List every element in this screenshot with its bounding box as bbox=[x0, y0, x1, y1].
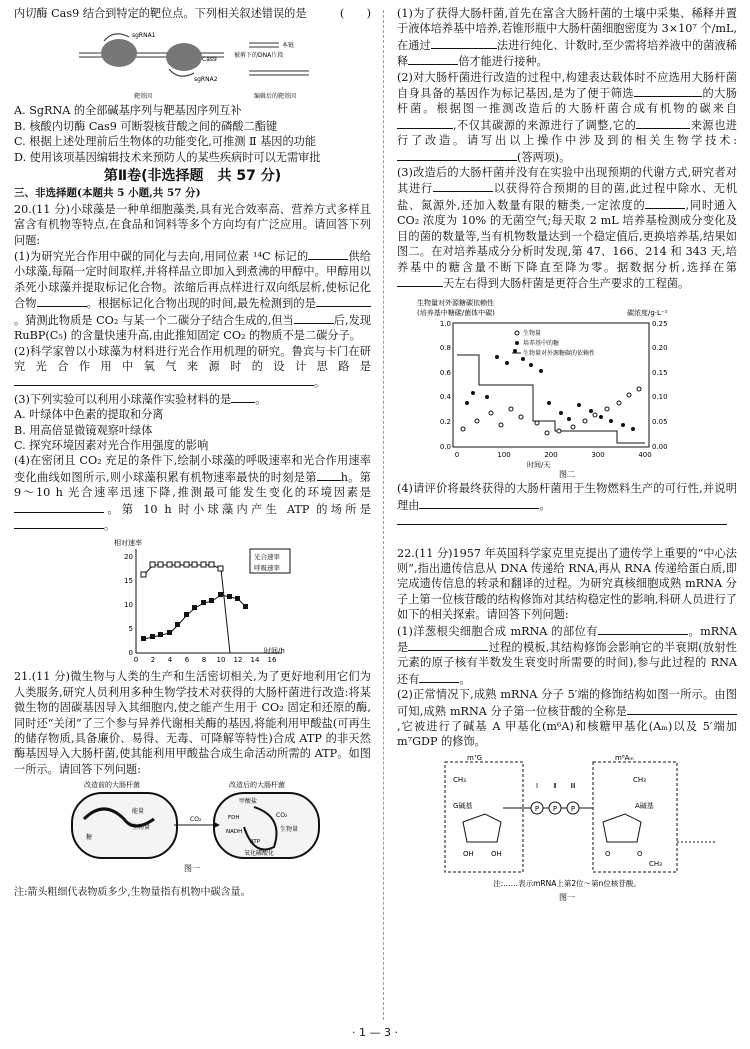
svg-text:时间/天: 时间/天 bbox=[527, 461, 551, 470]
svg-text:P: P bbox=[552, 804, 558, 813]
q21-part1: (1)为了获得大肠杆菌,首先在富含大肠杆菌的土壤中采集、稀释并置于液体培养基中培养,若锥形瓶中大肠杆菌细胞密度为 3×10⁷ 个/mL,在通过 法进行纯化、计数时,至少需将培养液中的菌液稀释 倍才能进行接种。 bbox=[397, 7, 737, 69]
svg-text:A碱基: A碱基 bbox=[635, 801, 654, 810]
right-column bbox=[397, 6, 737, 904]
svg-text:0: 0 bbox=[128, 649, 133, 658]
svg-text:0.00: 0.00 bbox=[652, 443, 668, 452]
svg-text:NADH: NADH bbox=[226, 829, 243, 836]
q22-part1: (1)洋葱根尖细胞合成 mRNA 的部位有 。mRNA 是 过程的模板,其结构修饰会影响它的半衰期(放射性元素的原子核有半数发生衰变时所需要的时间),参与此过程的 RNA 还有 。 bbox=[397, 624, 737, 686]
svg-text:靶基因: 靶基因 bbox=[134, 93, 153, 101]
svg-text:CO₂: CO₂ bbox=[190, 816, 202, 824]
svg-text:本链: 本链 bbox=[282, 42, 295, 50]
svg-text:0.10: 0.10 bbox=[652, 393, 668, 402]
svg-text:呼吸速率: 呼吸速率 bbox=[254, 564, 280, 573]
figure-1-note: 注:箭头粗细代表物质多少,生物量指有机物中碳含量。 bbox=[14, 887, 251, 899]
svg-text:P: P bbox=[534, 804, 540, 813]
svg-text:5: 5 bbox=[128, 625, 133, 634]
figure-1-caption: 图一 bbox=[184, 864, 200, 874]
svg-text:生物量: 生物量 bbox=[280, 826, 299, 834]
option-a: A. SgRNA 的全部碱基序列与靶基因序列互补 bbox=[14, 104, 242, 118]
svg-text:10: 10 bbox=[216, 656, 226, 665]
svg-text:sgRNA1: sgRNA1 bbox=[132, 32, 156, 40]
svg-text:0.15: 0.15 bbox=[652, 369, 668, 378]
q20-part2: (2)科学家曾以小球藻为材料进行光合作用机理的研究。鲁宾与卡门在研究光合作用中氧气来源时的设计思路是。 bbox=[14, 344, 371, 390]
q21-stem: 21.(11 分)微生物与人类的生产和生活密切相关,为了更好地利用它们为人类服务,研究人员利用多种生物学技术对获得的大肠杆菌进行改造:将某微生物的固碳基因导入其细胞内,使之能产生用于 CO₂ 固定和还原的酶,同时还“关闭”了三个参与异养代谢相关酶的基因,将能利用甲酸盐(可再生的储存物质,具备廉价、易得、无毒、可降解等特性)合成 ATP 的非天然酶基因导入大肠杆菌,使其能利用甲酸盐合成生命活动所需的 ATP。如图一所示。请回答下列问题: bbox=[14, 670, 371, 776]
svg-text:12: 12 bbox=[233, 656, 243, 665]
figure-2-chart bbox=[397, 293, 737, 479]
svg-text:14: 14 bbox=[250, 656, 260, 665]
mrna-cap-figure bbox=[397, 752, 737, 902]
svg-text:CH₃: CH₃ bbox=[453, 775, 466, 784]
svg-text:16: 16 bbox=[267, 656, 277, 665]
svg-text:糖: 糖 bbox=[86, 834, 93, 842]
svg-text:8: 8 bbox=[201, 656, 207, 665]
q20-part3: (3)下列实验可以利用小球藻作实验材料的是 。 bbox=[14, 392, 267, 406]
section-title: 第Ⅱ卷(非选择题 共 57 分) bbox=[103, 168, 282, 185]
svg-text:0.4: 0.4 bbox=[439, 393, 451, 402]
svg-text:生物量: 生物量 bbox=[132, 824, 151, 832]
svg-text:生物量对外源糖碳依赖性: 生物量对外源糖碳依赖性 bbox=[417, 299, 494, 308]
svg-text:O: O bbox=[605, 849, 611, 858]
svg-text:被剪下的DNA片段: 被剪下的DNA片段 bbox=[234, 52, 284, 60]
svg-text:0.25: 0.25 bbox=[652, 320, 668, 329]
q21-part4: (4)请评价将最终获得的大肠杆菌用于生物燃料生产的可行性,并说明理由 。 bbox=[397, 482, 737, 512]
left-column bbox=[14, 6, 371, 901]
svg-text:G碱基: G碱基 bbox=[453, 801, 473, 810]
svg-text:0: 0 bbox=[454, 451, 460, 460]
svg-text:m⁶Aₘ: m⁶Aₘ bbox=[615, 753, 634, 762]
svg-text:CH₃: CH₃ bbox=[649, 859, 662, 868]
q20-opt-a: A. 叶绿体中色素的提取和分离 bbox=[14, 408, 164, 422]
q20-part1: (1)为研究光合作用中碳的同化与去向,用同位素 ¹⁴C 标记的 供给小球藻,每隔一定时间取样,并将样品立即加入到煮沸的甲醇中。甲醇用以杀死小球藻并提取标记化合物。浓缩后再点样进行双向纸层析,使标记化合物 。根据标记化合物出现的时间,最先检测到的是。猜测此物质是 CO₂ 与某一个二碳分子结合生成的,但当 后,发现 RuBP(C₅) 的含量快速升高,由此推知固定 CO₂ 的物质不是二碳分子。 bbox=[14, 250, 372, 343]
q20-opt-c: C. 探究环境因素对光合作用强度的影响 bbox=[14, 438, 209, 452]
svg-text:Ⅲ: Ⅲ bbox=[570, 781, 576, 790]
q20-stem: 20.(11 分)小球藻是一种单细胞藻类,具有光合效率高、营养方式多样且富含有机物等特点,在食品和饲料等多个方向均有广泛应用。请回答下列问题: bbox=[14, 202, 371, 247]
q20-part4: (4)在密闭且 CO₂ 充足的条件下,绘制小球藻的呼吸速率和光合作用速率变化曲线如图所示,则小球藻积累有机物速率最快的时刻是第 h。第 9～10 h 光合速率迅速下降,推测最可能发生变化的环境因素是。第 10 h 时小球藻内产生 ATP 的场所是。 bbox=[14, 454, 371, 532]
svg-text:改造后的大肠杆菌: 改造后的大肠杆菌 bbox=[229, 781, 285, 790]
svg-text:0.2: 0.2 bbox=[439, 418, 451, 427]
figure-1-ecoli bbox=[14, 779, 371, 883]
svg-text:OH: OH bbox=[491, 849, 502, 858]
svg-text:氧化磷酸化: 氧化磷酸化 bbox=[244, 850, 275, 858]
svg-text:ATP: ATP bbox=[250, 839, 261, 846]
svg-text:改造前的大肠杆菌: 改造前的大肠杆菌 bbox=[84, 781, 140, 790]
page-number: · 1 — 3 · bbox=[352, 1026, 398, 1039]
column-divider bbox=[383, 10, 384, 1020]
svg-text:Ⅰ: Ⅰ bbox=[535, 781, 539, 790]
svg-text:生物量: 生物量 bbox=[523, 330, 542, 338]
svg-text:0: 0 bbox=[133, 656, 139, 665]
svg-text:OH: OH bbox=[463, 849, 474, 858]
svg-text:400: 400 bbox=[638, 451, 652, 460]
svg-text:编辑后的靶基因: 编辑后的靶基因 bbox=[254, 93, 297, 101]
svg-text:P: P bbox=[570, 804, 576, 813]
svg-text:200: 200 bbox=[544, 451, 558, 460]
svg-text:2: 2 bbox=[150, 656, 156, 665]
mrna-figure-note: 注:……表示mRNA上第2位～第n位核苷酸。 bbox=[493, 878, 641, 888]
svg-text:生物量对外源糖碳的依赖性: 生物量对外源糖碳的依赖性 bbox=[523, 350, 596, 358]
option-b: B. 核酸内切酶 Cas9 可断裂核苷酸之间的磷酸二酯键 bbox=[14, 119, 278, 133]
svg-text:100: 100 bbox=[497, 451, 511, 460]
svg-text:300: 300 bbox=[591, 451, 605, 460]
svg-text:0.8: 0.8 bbox=[439, 344, 451, 353]
svg-text:0.05: 0.05 bbox=[652, 418, 668, 427]
q21-part3: (3)改造后的大肠杆菌并没有在实验中出现预期的代谢方式,研究者对其进行 以获得符合预期的目的菌,此过程中除水、无机盐、氮源外,还加入数量有限的糖类,一定浓度的 ,同时通入 CO₂ 浓度为 10% 的无菌空气;每天取 2 mL 培养基检测成分变化及目的菌的数量等,当有机物数量达到一个稳定值后,更换培养基,结果如图二。在对培养基成分分析时发现,第 47、166、214 和 343 天,培养基中的糖含量不断下降直至降为零。据数据分析,选择在第天左右得到大肠杆菌是更符合生产要求的工程菌。 bbox=[397, 166, 737, 290]
option-d: D. 使用该项基因编辑技术来预防人的某些疾病时可以无需审批 bbox=[14, 150, 321, 164]
q22-part2: (2)正常情况下,成熟 mRNA 分子 5′端的修饰结构如图一所示。由图可知,成熟 mRNA 分子第一位核苷酸的全称是,它被进行了碱基 A 甲基化(m⁶A)和核糖甲基化(Aₘ)以及 5′端加 m⁷GDP 的修饰。 bbox=[397, 688, 737, 749]
svg-text:FDH: FDH bbox=[228, 815, 240, 822]
svg-text:CO₂: CO₂ bbox=[276, 812, 288, 820]
svg-text:O: O bbox=[637, 849, 643, 858]
option-c: C. 根据上述处理前后生物体的功能变化,可推测 Ⅱ 基因的功能 bbox=[14, 135, 317, 149]
svg-text:0.20: 0.20 bbox=[652, 344, 668, 353]
svg-text:15: 15 bbox=[124, 577, 133, 586]
svg-text:10: 10 bbox=[124, 601, 133, 610]
svg-text:甲酸盐: 甲酸盐 bbox=[239, 798, 258, 806]
crispr-figure bbox=[14, 23, 371, 101]
svg-text:Cas9: Cas9 bbox=[202, 56, 217, 64]
svg-text:1.0: 1.0 bbox=[439, 320, 451, 329]
svg-text:0.6: 0.6 bbox=[439, 369, 451, 378]
svg-text:CH₃: CH₃ bbox=[633, 775, 646, 784]
q22-stem: 22.(11 分)1957 年英国科学家克里克提出了遗传学上重要的“中心法则”,指出遗传信息从 DNA 传递给 RNA,再从 RNA 传递给蛋白质,即完成遗传信息的转录和翻译的过程。为研究真核细胞成熟 mRNA 分子上第一位核苷酸的结构修饰对其结构稳定性的影响,科研人员进行了如下的相关探索。请回答下列问题: bbox=[397, 546, 737, 622]
svg-text:4: 4 bbox=[167, 656, 173, 665]
q21-part4-line bbox=[397, 513, 737, 529]
figure-2-caption: 图二 bbox=[559, 470, 575, 480]
svg-text:m⁷G: m⁷G bbox=[467, 753, 483, 762]
mrna-figure-caption: 图一 bbox=[559, 892, 575, 902]
chart-xlabel: 时间/h bbox=[264, 647, 285, 656]
q21-part2: (2)对大肠杆菌进行改造的过程中,构建表达载体时不应选用大肠杆菌自身具备的基因作为标记基因,是为了便于筛选 的大肠杆菌。根据图一推测改造后的大肠杆菌合成有机物的碳来自,不仅其碳源的来源进行了调整,它的 来源也进行了改造。请写出以上操作中涉及到的相关生物学技术:(答两项)。 bbox=[397, 70, 737, 164]
svg-text:(培养基中糖碳/菌体中碳): (培养基中糖碳/菌体中碳) bbox=[417, 309, 495, 318]
svg-text:6: 6 bbox=[184, 656, 190, 665]
svg-text:培养基中的糖: 培养基中的糖 bbox=[523, 340, 560, 348]
q20-opt-b: B. 用高倍显微镜观察叶绿体 bbox=[14, 423, 153, 437]
svg-text:20: 20 bbox=[124, 553, 133, 562]
section-subtitle: 三、非选择题(本题共 5 小题,共 57 分) bbox=[14, 187, 201, 200]
svg-text:Ⅱ: Ⅱ bbox=[553, 781, 557, 790]
svg-text:sgRNA2: sgRNA2 bbox=[194, 76, 218, 84]
chart-ylabel: 相对速率 bbox=[114, 539, 142, 548]
svg-text:能量: 能量 bbox=[132, 808, 145, 816]
svg-text:0.0: 0.0 bbox=[439, 443, 451, 452]
q20-chart bbox=[14, 535, 371, 667]
svg-text:光合速率: 光合速率 bbox=[254, 553, 280, 562]
q19-continuation: 内切酶 Cas9 结合到特定的靶位点。下列相关叙述错误的是 ( ) bbox=[14, 7, 371, 20]
svg-text:碳浓度/g·L⁻¹: 碳浓度/g·L⁻¹ bbox=[627, 309, 668, 318]
